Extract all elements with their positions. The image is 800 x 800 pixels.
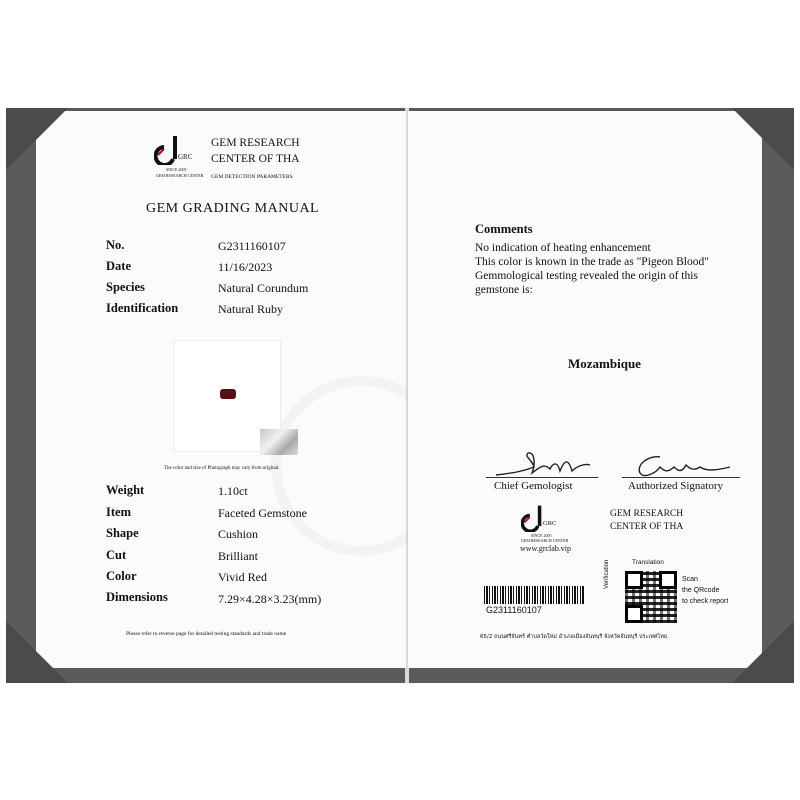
field-label-identification: Identification	[106, 301, 179, 315]
corner-bottom-left	[6, 621, 68, 683]
comment-line-1: No indication of heating enhancement	[475, 242, 651, 254]
corner-bottom-right	[732, 621, 794, 683]
address-text: 65/2 ถนนศรีจันทร์ ตำบลวัดใหม่ อำเภอเมืองจันทบุรี จังหวัดจันทบุรี ประเทศไทย	[480, 634, 668, 640]
website-text: www.grclab.vip	[520, 544, 572, 553]
field-value-dimensions: 7.29×4.28×3.23(mm)	[218, 592, 322, 606]
field-label-cut: Cut	[106, 548, 127, 562]
field-value-species: Natural Corundum	[218, 281, 309, 295]
authorized-signatory-label: Authorized Signatory	[628, 480, 724, 492]
field-label-no: No.	[106, 238, 125, 252]
org-right-name-line1: GEM RESEARCH	[610, 509, 684, 519]
org-right-name-line2: CENTER OF THA	[610, 522, 684, 532]
qr-note-line-3: to check report	[682, 598, 729, 605]
origin-country: Mozambique	[568, 356, 641, 371]
footer-note: Please refer to reverse page for detailed testing standards and trade name	[126, 631, 287, 637]
qr-note-line-2: the QRcode	[682, 587, 720, 594]
field-value-no: G2311160107	[218, 239, 286, 253]
field-value-weight: 1.10ct	[218, 484, 248, 498]
field-value-date: 11/16/2023	[218, 260, 273, 274]
field-label-date: Date	[106, 259, 131, 273]
field-label-item: Item	[106, 505, 131, 519]
qr-side-label: Verification	[604, 559, 610, 589]
field-label-color: Color	[106, 569, 137, 583]
qr-note-line-1: Scan	[682, 576, 698, 583]
logo-since-text: SINCE 2005	[166, 167, 187, 172]
org-name-line2: CENTER OF THA	[211, 153, 300, 165]
qr-top-label: Translation	[632, 559, 664, 566]
corner-top-right	[732, 108, 794, 170]
corner-top-left	[6, 108, 68, 170]
chief-gemologist-label: Chief Gemologist	[494, 480, 573, 492]
document-title: GEM GRADING MANUAL	[146, 201, 320, 216]
field-label-species: Species	[106, 280, 145, 294]
field-value-item: Faceted Gemstone	[218, 506, 307, 520]
org-tagline: GEM DETECTION PARAMETERS	[211, 174, 293, 180]
field-value-cut: Brilliant	[218, 549, 258, 563]
field-label-dimensions: Dimensions	[106, 590, 168, 604]
barcode-text: G2311160107	[486, 605, 542, 615]
org-name-line1: GEM RESEARCH	[211, 137, 300, 149]
logo-right-subtitle-text: GEM RESEARCH CENTER	[521, 538, 569, 543]
comment-line-2: This color is known in the trade as "Pigeon Blood"	[475, 256, 709, 268]
logo-right-mark-text: GRC	[543, 520, 557, 527]
field-value-color: Vivid Red	[218, 570, 267, 584]
comments-heading: Comments	[475, 222, 533, 236]
field-value-identification: Natural Ruby	[218, 302, 283, 316]
field-label-weight: Weight	[106, 483, 145, 497]
photo-caption: The color and size of Photograph may vary from original.	[164, 466, 280, 471]
logo-subtitle-text: GEM RESEARCH CENTER	[156, 173, 204, 178]
comment-line-3: Gemmological testing revealed the origin of this	[475, 270, 698, 282]
comment-line-4: gemstone is:	[475, 284, 533, 296]
field-label-shape: Shape	[106, 526, 139, 540]
folder-corners	[6, 108, 794, 683]
field-value-shape: Cushion	[218, 527, 259, 541]
logo-right-since-text: SINCE 2005	[531, 533, 552, 538]
logo-mark-text: GRC	[178, 153, 193, 161]
